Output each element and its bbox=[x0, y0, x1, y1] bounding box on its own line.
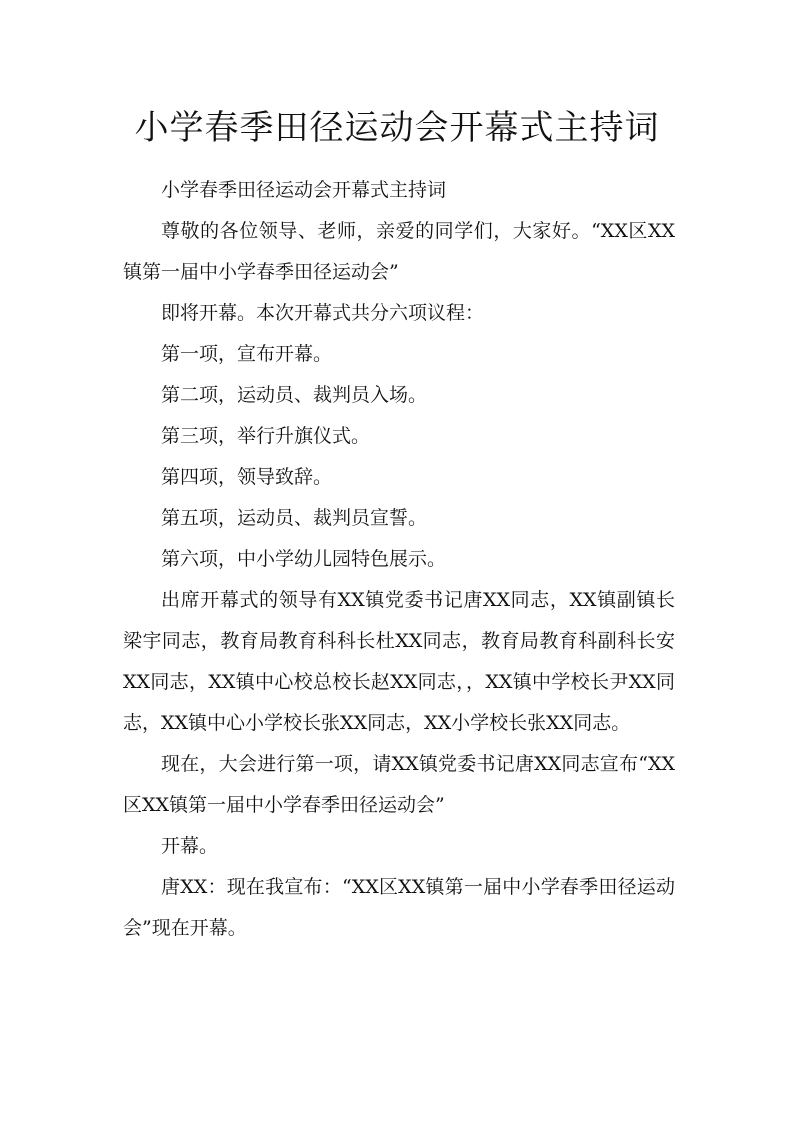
paragraph-agenda-item-6: 第六项，中小学幼儿园特色展示。 bbox=[161, 548, 447, 570]
paragraph-item-one-announcement: 现在，大会进行第一项，请XX镇党委书记唐XX同志宣布“XX区XX镇第一届中小学春季田径运动会” bbox=[123, 753, 675, 816]
paragraph-agenda-item-3: 第三项，举行升旗仪式。 bbox=[161, 425, 371, 447]
document-body bbox=[123, 170, 675, 949]
paragraph-declaration: 唐XX：现在我宣布：“XX区XX镇第一届中小学春季田径运动会”现在开幕。 bbox=[123, 876, 675, 939]
paragraph-agenda-item-5: 第五项，运动员、裁判员宣誓。 bbox=[161, 507, 428, 529]
paragraph-attending-leaders: 出席开幕式的领导有XX镇党委书记唐XX同志，XX镇副镇长梁宇同志，教育局教育科科长杜XX同志，教育局教育科副科长安XX同志，XX镇中心校总校长赵XX同志，，XX镇中学校长尹XX同志，XX镇中心小学校长张XX同志，XX小学校长张XX同志。 bbox=[123, 589, 675, 734]
paragraph-agenda-item-2: 第二项，运动员、裁判员入场。 bbox=[161, 384, 428, 406]
paragraph-greeting: 尊敬的各位领导、老师，亲爱的同学们，大家好。“XX区XX镇第一届中小学春季田径运动会” bbox=[123, 220, 675, 283]
paragraph-opening: 开幕。 bbox=[161, 835, 219, 857]
paragraph-agenda-intro: 即将开幕。本次开幕式共分六项议程： bbox=[161, 302, 485, 324]
document-title: 小学春季田径运动会开幕式主持词 bbox=[134, 108, 660, 148]
paragraph-agenda-item-1: 第一项，宣布开幕。 bbox=[161, 343, 333, 365]
paragraph-agenda-item-4: 第四项，领导致辞。 bbox=[161, 466, 333, 488]
paragraph-subtitle: 小学春季田径运动会开幕式主持词 bbox=[161, 179, 447, 201]
